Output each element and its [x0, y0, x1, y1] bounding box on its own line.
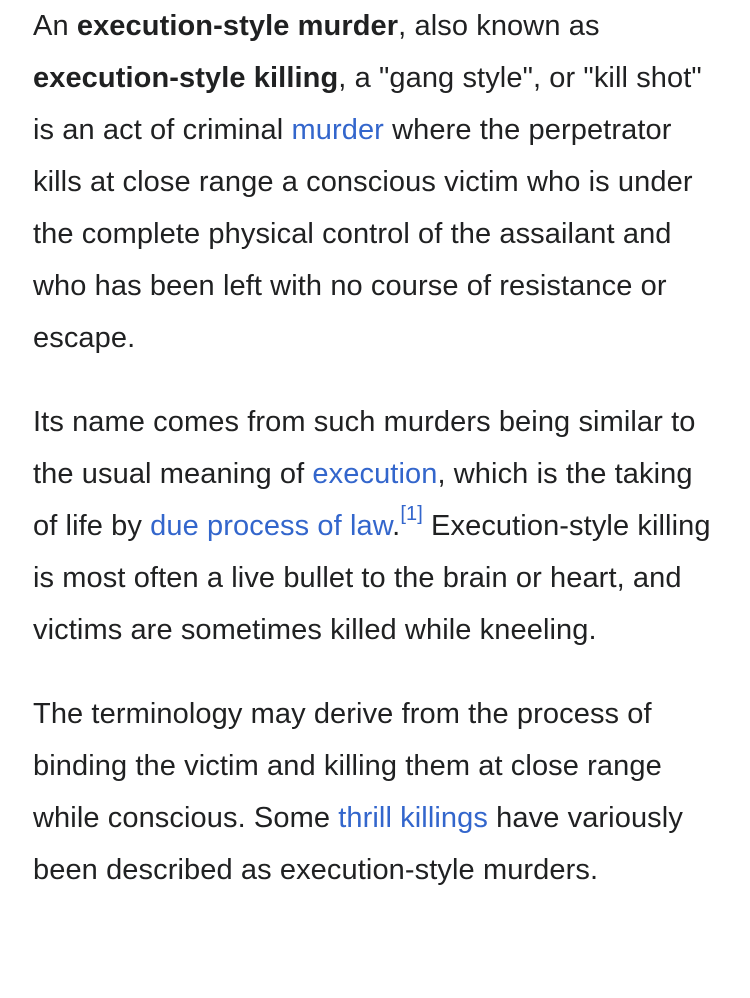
text: , also known as: [398, 10, 600, 42]
text: An: [33, 10, 77, 42]
link-execution[interactable]: execution: [312, 458, 438, 490]
text: where the perpetrator kills at close range a conscious victim who is under the complete physical control of the assailant and who has been left with no course of resistance or escape.: [33, 114, 693, 354]
text: , which is the taking of life by: [33, 458, 693, 542]
paragraph-terminology: [33, 688, 716, 896]
bold-term: execution-style murder: [76, 10, 399, 42]
reference-1[interactable]: [400, 503, 423, 525]
text: have variously been described as execution-style murders.: [33, 802, 683, 886]
text: The terminology may derive from the process of binding the victim and killing them at close range while conscious. Some: [33, 698, 662, 834]
reference-link-1[interactable]: [1]: [400, 503, 423, 526]
link-due-process-of-law[interactable]: due process of law: [150, 510, 393, 542]
link-murder[interactable]: murder: [291, 114, 384, 146]
link-thrill-killings[interactable]: thrill killings: [338, 802, 488, 834]
text: Execution-style killing is most often a live bullet to the brain or heart, and victims are sometimes killed while kneeling.: [33, 510, 711, 646]
bold-term: execution-style killing: [33, 62, 339, 94]
paragraph-intro: [33, 0, 716, 364]
text: , a "gang style", or "kill shot" is an act of criminal: [33, 62, 702, 146]
text: .: [392, 510, 401, 542]
paragraph-name-origin: [33, 396, 716, 656]
text: Its name comes from such murders being similar to the usual meaning of: [33, 406, 696, 490]
